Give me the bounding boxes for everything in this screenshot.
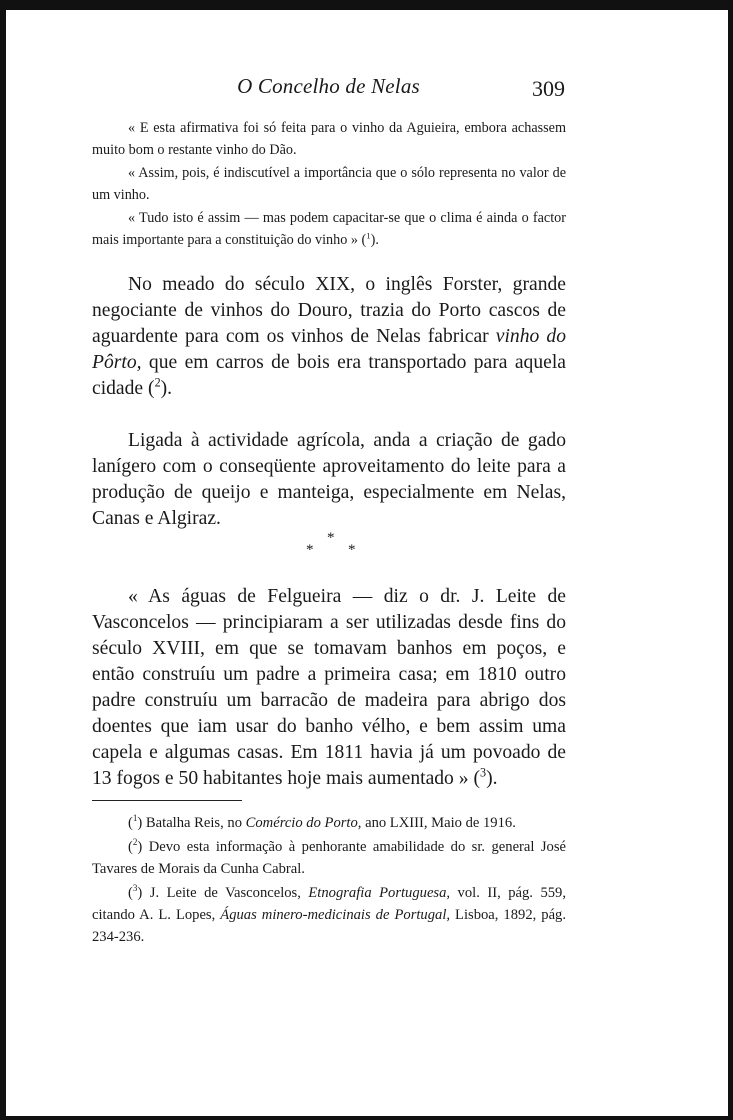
footnotes xyxy=(92,812,566,950)
scan-border-right xyxy=(728,0,733,1120)
quote-paragraph: « Assim, pois, é indiscutível a importância que o sólo representa no valor de um vinho. xyxy=(92,165,566,203)
paragraph-felgueira: « As águas de Felgueira — diz o dr. J. Leite de Vasconcelos — principiaram a ser utilizadas desde fins do século XVIII, em que se tomavam banhos em poços, e então construíu um padre a primeira casa; em 1810 outro padre construíu um barracão de madeira para abrigo dos doentes que iam usar do banho vélho, e bem assim uma capela e algumas casas. Em 1811 havia já um povoado de 13 fogos e 50 habitantes hoje mais aumentado » ($^3$). xyxy=(92,586,566,789)
footnote-mark: 3 xyxy=(132,883,138,894)
page-header xyxy=(92,74,565,102)
footnote-ref: 1 xyxy=(366,230,371,241)
asterism-star: * xyxy=(348,542,356,558)
asterism-star: * xyxy=(306,542,314,558)
paragraph-gado: Ligada à actividade agrícola, anda a criação de gado lanígero com o conseqüente aproveitamento do leite para a produção de queijo e manteiga, especialmente em Nelas, Canas e Algiraz. xyxy=(92,430,566,529)
footnote: ($^2$) Devo esta informação à penhorante amabilidade do sr. general José Tavares de Morais da Cunha Cabral. xyxy=(92,837,566,877)
scan-border-top xyxy=(0,0,733,10)
scan-border-left xyxy=(0,0,6,1120)
quote-paragraph: « E esta afirmativa foi só feita para o vinho da Aguieira, embora achassem muito bom o restante vinho do Dão. xyxy=(92,120,566,158)
italic-term: vinho do Pôrto, xyxy=(92,326,566,373)
footnote-ref: 3 xyxy=(479,765,487,780)
quote-paragraph: « Tudo isto é assim — mas podem capacitar-se que o clima é ainda o factor mais importante para a constituição do vinho » ($^1$). xyxy=(92,210,566,248)
running-title: O Concelho de Nelas xyxy=(237,74,420,98)
paragraph-forster: No meado do século XIX, o inglês Forster, grande negociante de vinhos do Douro, trazia do Porto cascos de aguardente para com os vinhos de Nelas fabricar vinho do Pôrto, que em carros de bois era transportado para aquela cidade ($^2$). xyxy=(92,274,566,399)
scan-border-bottom xyxy=(0,1116,733,1120)
asterism xyxy=(300,530,370,564)
footnote: ($^3$) J. Leite de Vasconcelos, Etnografia Portuguesa, vol. II, pág. 559, citando A. L. Lopes, Águas minero-medicinais de Portugal, Lisboa, 1892, pág. 234-236. xyxy=(92,883,567,945)
footnote: ($^1$) Batalha Reis, no Comércio do Porto, ano LXIII, Maio de 1916. xyxy=(128,813,516,831)
footnote-ref: 2 xyxy=(154,375,161,390)
asterism-star: * xyxy=(327,530,335,546)
footnote-rule xyxy=(92,800,242,801)
footnote-mark: 1 xyxy=(132,813,138,824)
quote-block xyxy=(92,117,566,252)
page-number: 309 xyxy=(532,76,565,101)
footnote-mark: 2 xyxy=(132,837,138,848)
